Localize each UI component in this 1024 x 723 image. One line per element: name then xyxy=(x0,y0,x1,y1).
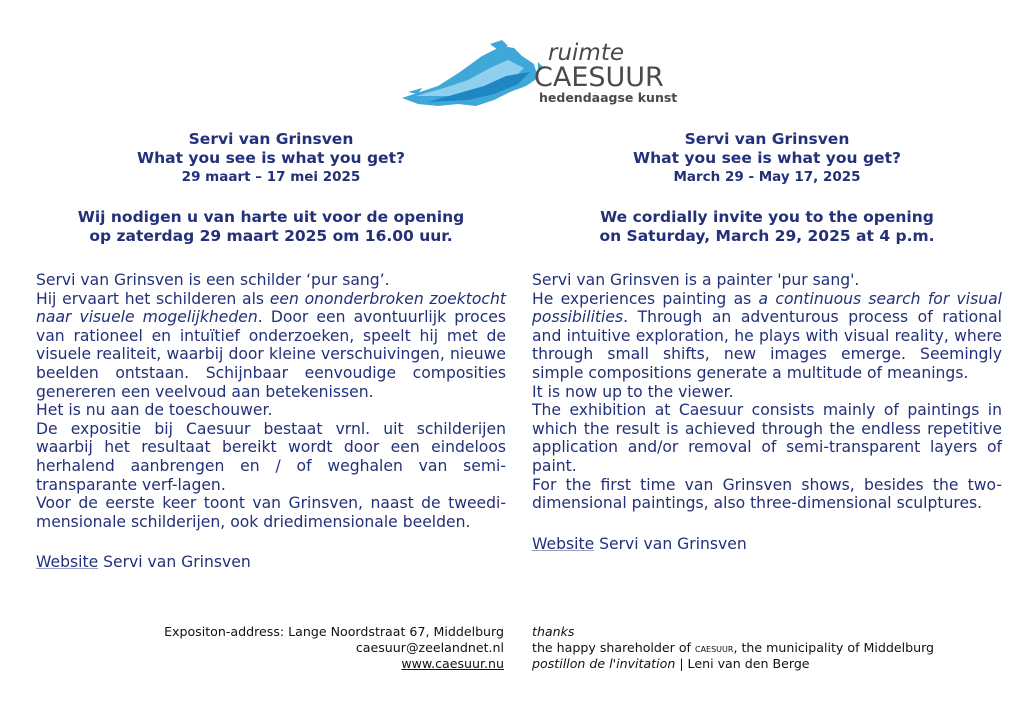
paragraph-2-emphasis: een ononderbroken zoektocht naar visuele mogelijkheden xyxy=(36,289,507,327)
invite-line-1: Wij nodigen u van harte uit voor de opening xyxy=(77,208,465,226)
paragraph-1: Servi van Grinsven is a painter 'pur sang'. xyxy=(532,271,860,289)
caesuur-logo xyxy=(398,26,683,116)
english-body xyxy=(532,271,1002,513)
logo-line-ruimte: ruimte xyxy=(548,40,624,66)
paragraph-3: It is now up to the viewer. xyxy=(532,382,734,401)
paragraph-2-end: . Through an adventurous process of rational and intuitive exploration, he plays with visual reality, where through small shifts, new images emerge. Seemingly simple compositions generate a multitude of meanings. xyxy=(532,308,1002,382)
paragraph-4: De expositie bij Caesuur bestaat vrnl. uit schilderijen waarbij het resultaat bereikt wordt door een eindeloos herhalend aanbrengen en / of weghalen van semi-transparante verf-lagen. xyxy=(36,419,506,494)
exposition-address: Expositon-address: Lange Noordstraat 67, Middelburg xyxy=(164,624,504,639)
english-header xyxy=(532,130,1002,187)
paragraph-4: The exhibition at Caesuur consists mainly of paintings in which the result is achieved through the endless repetitive application and/or removal of semi-transparent layers of paint. xyxy=(532,401,1002,475)
credit-end: , the municipality of Middelburg xyxy=(733,640,935,655)
credit-caesuur: caesuur xyxy=(694,641,734,655)
opening-invitation xyxy=(532,208,1002,246)
paragraph-5: For the first time van Grinsven shows, besides the two-dimensional paintings, also three-dimensional sculptures. xyxy=(532,475,1002,513)
contact-email[interactable]: caesuur@zeelandnet.nl xyxy=(355,640,504,655)
opening-invitation xyxy=(36,208,506,246)
website-artist-name: Servi van Grinsven xyxy=(103,553,251,572)
website-url[interactable]: www.caesuur.nu xyxy=(401,656,504,671)
dutch-footer xyxy=(164,624,504,672)
website-link[interactable]: Website xyxy=(36,553,99,572)
exhibition-dates: March 29 - May 17, 2025 xyxy=(673,169,861,185)
paragraph-2-start: Hij ervaart het schilderen als xyxy=(36,289,270,308)
website-link[interactable]: Website xyxy=(532,534,595,553)
paragraph-2 xyxy=(532,290,1002,383)
paragraph-3: Het is nu aan de toeschouwer. xyxy=(36,401,273,420)
website-row xyxy=(532,535,1002,554)
paragraph-1: Servi van Grinsven is een schilder ‘pur sang’. xyxy=(36,271,390,289)
invite-line-1: We cordially invite you to the opening xyxy=(600,208,934,226)
postillon-label: postillon de l'invitation xyxy=(532,656,676,671)
english-footer xyxy=(532,624,934,672)
dutch-column xyxy=(36,130,506,572)
invite-line-2: op zaterdag 29 maart 2025 om 16.00 uur. xyxy=(89,227,453,245)
credit-start: the happy shareholder of xyxy=(532,640,695,655)
paragraph-2 xyxy=(36,290,506,402)
paragraph-2-emphasis: a continuous search for visual possibilities xyxy=(532,289,1002,327)
logo-line-caesuur: CAESUUR xyxy=(534,62,664,93)
mountain-logo-icon xyxy=(402,40,544,106)
english-column xyxy=(532,130,1002,554)
logo-line-subtitle: hedendaagse kunst xyxy=(539,90,678,105)
exhibition-title: What you see is what you get? xyxy=(137,149,405,167)
credit-line xyxy=(532,640,934,656)
paragraph-2-start: He experiences painting as xyxy=(532,289,759,308)
postillon-line xyxy=(532,656,934,672)
website-artist-name: Servi van Grinsven xyxy=(599,534,747,553)
artist-name: Servi van Grinsven xyxy=(188,130,354,148)
postillon-name: | Leni van den Berge xyxy=(675,656,810,671)
thanks-heading xyxy=(532,624,934,640)
website-row xyxy=(36,553,506,572)
paragraph-2-end: . Door een avontuurlijk proces van rationeel en intuïtief onderzoeken, speelt hij met de visuele realiteit, waarbij door kleine verschuivingen, nieuwe beelden ontstaan. Schijnbaar eenvoudige composities genereren een veelvoud aan betekenissen. xyxy=(36,308,506,401)
dutch-header xyxy=(36,130,506,187)
exhibition-title: What you see is what you get? xyxy=(633,149,901,167)
invite-line-2: on Saturday, March 29, 2025 at 4 p.m. xyxy=(599,227,935,245)
dutch-body xyxy=(36,271,506,531)
paragraph-5: Voor de eerste keer toont van Grinsven, naast de tweedi-mensionale schilderijen, ook driedimensionale beelden. xyxy=(36,494,506,531)
exhibition-dates: 29 maart – 17 mei 2025 xyxy=(181,169,361,185)
thanks-label: thanks xyxy=(532,624,575,639)
artist-name: Servi van Grinsven xyxy=(684,130,850,148)
